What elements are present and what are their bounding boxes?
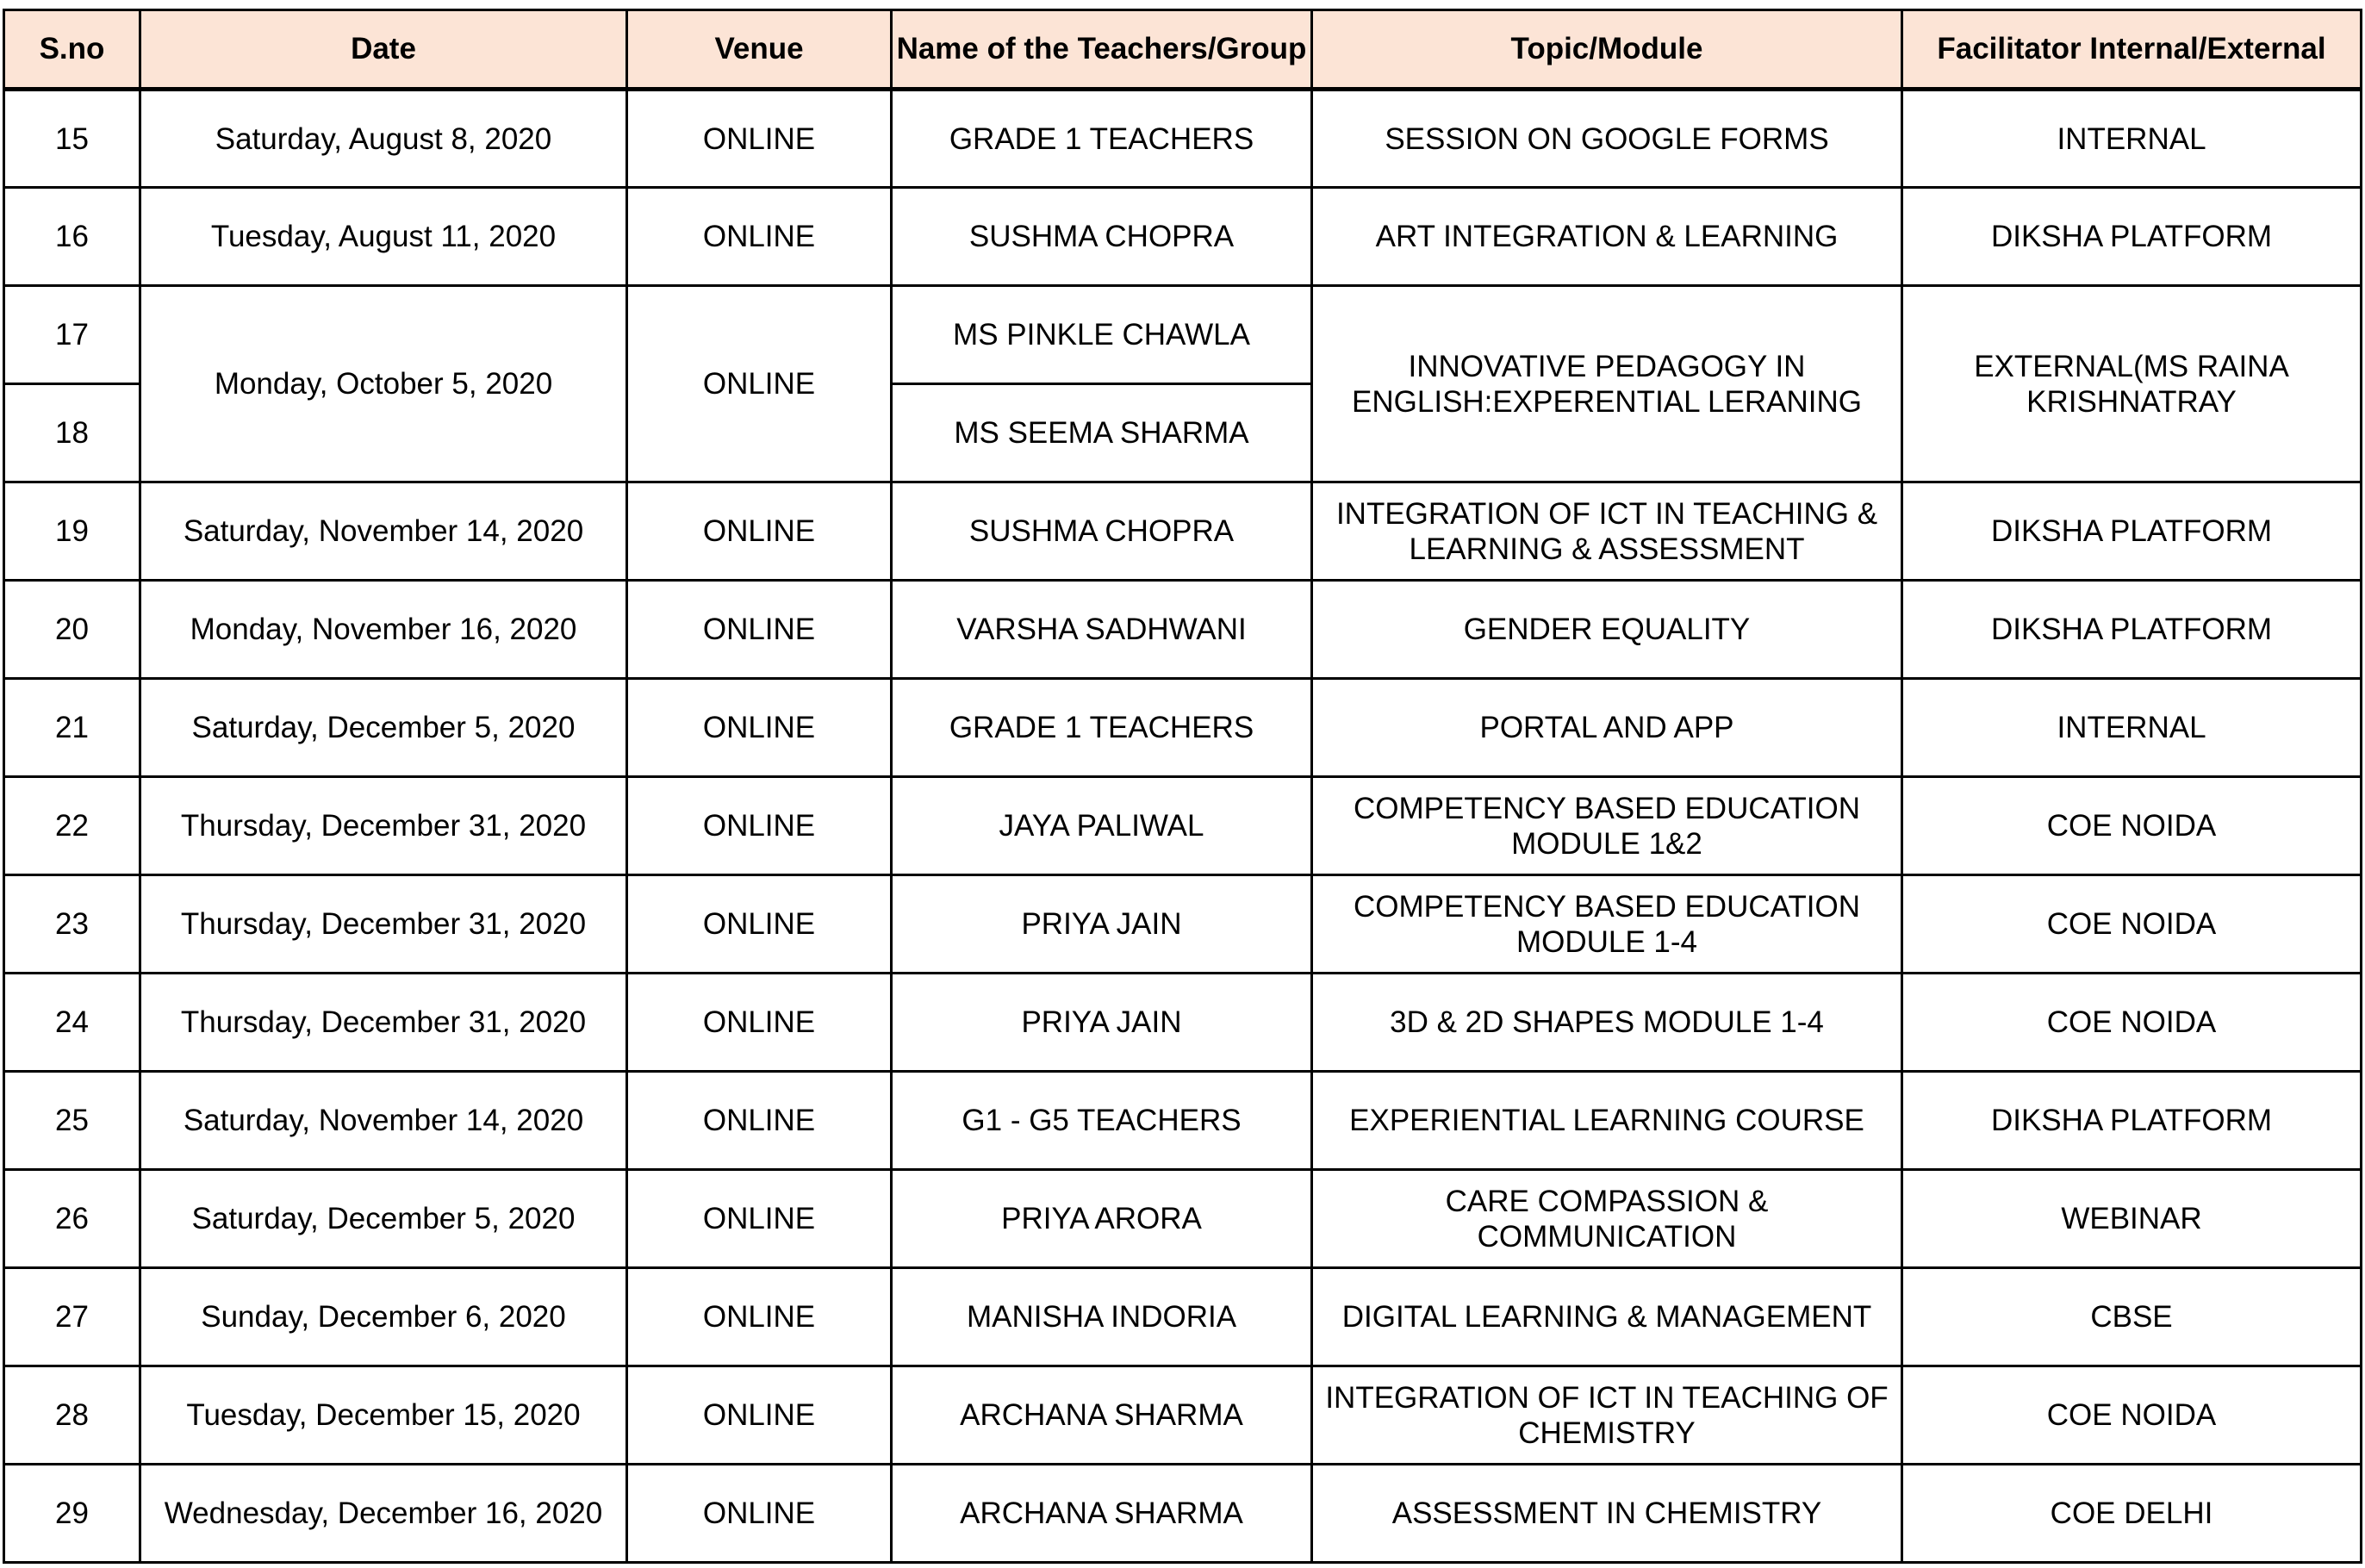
cell-facilitator: WEBINAR xyxy=(1902,1170,2362,1268)
cell-venue: ONLINE xyxy=(627,90,892,188)
training-table xyxy=(3,9,2362,1564)
cell-venue: ONLINE xyxy=(627,286,892,482)
table-row xyxy=(4,188,2362,286)
header-facilitator: Facilitator Internal/External xyxy=(1902,10,2362,90)
cell-sno: 15 xyxy=(4,90,140,188)
cell-venue: ONLINE xyxy=(627,1366,892,1465)
cell-facilitator: COE NOIDA xyxy=(1902,777,2362,875)
cell-date: Saturday, December 5, 2020 xyxy=(140,1170,627,1268)
cell-venue: ONLINE xyxy=(627,1170,892,1268)
cell-venue: ONLINE xyxy=(627,777,892,875)
cell-teachers: JAYA PALIWAL xyxy=(892,777,1312,875)
cell-sno: 16 xyxy=(4,188,140,286)
cell-venue: ONLINE xyxy=(627,875,892,974)
cell-facilitator: DIKSHA PLATFORM xyxy=(1902,482,2362,581)
cell-teachers: GRADE 1 TEACHERS xyxy=(892,679,1312,777)
cell-date: Tuesday, December 15, 2020 xyxy=(140,1366,627,1465)
cell-venue: ONLINE xyxy=(627,679,892,777)
cell-date: Saturday, August 8, 2020 xyxy=(140,90,627,188)
cell-sno: 22 xyxy=(4,777,140,875)
cell-topic: EXPERIENTIAL LEARNING COURSE xyxy=(1312,1072,1902,1170)
table-row xyxy=(4,1072,2362,1170)
cell-teachers: PRIYA ARORA xyxy=(892,1170,1312,1268)
cell-date: Thursday, December 31, 2020 xyxy=(140,974,627,1072)
cell-sno: 20 xyxy=(4,581,140,679)
cell-facilitator: INTERNAL xyxy=(1902,90,2362,188)
cell-teachers: MS PINKLE CHAWLA xyxy=(892,286,1312,384)
header-venue: Venue xyxy=(627,10,892,90)
cell-topic: INTEGRATION OF ICT IN TEACHING OF CHEMISTRY xyxy=(1312,1366,1902,1465)
cell-teachers: ARCHANA SHARMA xyxy=(892,1366,1312,1465)
cell-venue: ONLINE xyxy=(627,1072,892,1170)
cell-topic: 3D & 2D SHAPES MODULE 1-4 xyxy=(1312,974,1902,1072)
cell-topic: PORTAL AND APP xyxy=(1312,679,1902,777)
cell-teachers: SUSHMA CHOPRA xyxy=(892,188,1312,286)
cell-date: Thursday, December 31, 2020 xyxy=(140,875,627,974)
cell-facilitator: COE NOIDA xyxy=(1902,974,2362,1072)
cell-sno: 27 xyxy=(4,1268,140,1366)
table-row xyxy=(4,875,2362,974)
table-row xyxy=(4,1465,2362,1563)
cell-facilitator: DIKSHA PLATFORM xyxy=(1902,581,2362,679)
cell-venue: ONLINE xyxy=(627,482,892,581)
cell-teachers: G1 - G5 TEACHERS xyxy=(892,1072,1312,1170)
cell-facilitator: COE NOIDA xyxy=(1902,1366,2362,1465)
table-row xyxy=(4,482,2362,581)
cell-sno: 18 xyxy=(4,384,140,482)
header-topic: Topic/Module xyxy=(1312,10,1902,90)
cell-facilitator: DIKSHA PLATFORM xyxy=(1902,1072,2362,1170)
cell-sno: 17 xyxy=(4,286,140,384)
table-row xyxy=(4,1170,2362,1268)
table-row xyxy=(4,679,2362,777)
cell-date: Thursday, December 31, 2020 xyxy=(140,777,627,875)
cell-date: Monday, October 5, 2020 xyxy=(140,286,627,482)
cell-teachers: ARCHANA SHARMA xyxy=(892,1465,1312,1563)
cell-topic: INNOVATIVE PEDAGOGY IN ENGLISH:EXPERENTIAL LERANING xyxy=(1312,286,1902,482)
header-teachers: Name of the Teachers/Group xyxy=(892,10,1312,90)
cell-sno: 26 xyxy=(4,1170,140,1268)
cell-teachers: VARSHA SADHWANI xyxy=(892,581,1312,679)
cell-sno: 24 xyxy=(4,974,140,1072)
cell-date: Monday, November 16, 2020 xyxy=(140,581,627,679)
table-row xyxy=(4,1366,2362,1465)
cell-teachers: PRIYA JAIN xyxy=(892,974,1312,1072)
cell-sno: 29 xyxy=(4,1465,140,1563)
cell-teachers: MANISHA INDORIA xyxy=(892,1268,1312,1366)
table-row xyxy=(4,286,2362,384)
cell-facilitator: INTERNAL xyxy=(1902,679,2362,777)
training-table-container xyxy=(3,9,2362,1564)
table-row xyxy=(4,581,2362,679)
table-row xyxy=(4,777,2362,875)
cell-sno: 25 xyxy=(4,1072,140,1170)
cell-topic: ART INTEGRATION & LEARNING xyxy=(1312,188,1902,286)
cell-topic: CARE COMPASSION & COMMUNICATION xyxy=(1312,1170,1902,1268)
cell-venue: ONLINE xyxy=(627,581,892,679)
cell-teachers: GRADE 1 TEACHERS xyxy=(892,90,1312,188)
cell-venue: ONLINE xyxy=(627,1268,892,1366)
cell-date: Tuesday, August 11, 2020 xyxy=(140,188,627,286)
cell-date: Sunday, December 6, 2020 xyxy=(140,1268,627,1366)
cell-facilitator: COE NOIDA xyxy=(1902,875,2362,974)
header-date: Date xyxy=(140,10,627,90)
table-row xyxy=(4,90,2362,188)
cell-teachers: PRIYA JAIN xyxy=(892,875,1312,974)
cell-facilitator: CBSE xyxy=(1902,1268,2362,1366)
cell-facilitator: DIKSHA PLATFORM xyxy=(1902,188,2362,286)
cell-date: Wednesday, December 16, 2020 xyxy=(140,1465,627,1563)
cell-topic: GENDER EQUALITY xyxy=(1312,581,1902,679)
cell-sno: 28 xyxy=(4,1366,140,1465)
cell-sno: 23 xyxy=(4,875,140,974)
cell-venue: ONLINE xyxy=(627,974,892,1072)
cell-topic: COMPETENCY BASED EDUCATION MODULE 1&2 xyxy=(1312,777,1902,875)
cell-teachers: MS SEEMA SHARMA xyxy=(892,384,1312,482)
cell-topic: COMPETENCY BASED EDUCATION MODULE 1-4 xyxy=(1312,875,1902,974)
cell-teachers: SUSHMA CHOPRA xyxy=(892,482,1312,581)
cell-sno: 21 xyxy=(4,679,140,777)
cell-topic: DIGITAL LEARNING & MANAGEMENT xyxy=(1312,1268,1902,1366)
table-row xyxy=(4,1268,2362,1366)
table-row xyxy=(4,974,2362,1072)
cell-topic: ASSESSMENT IN CHEMISTRY xyxy=(1312,1465,1902,1563)
header-sno: S.no xyxy=(4,10,140,90)
cell-date: Saturday, November 14, 2020 xyxy=(140,482,627,581)
header-row xyxy=(4,10,2362,90)
cell-date: Saturday, November 14, 2020 xyxy=(140,1072,627,1170)
cell-topic: SESSION ON GOOGLE FORMS xyxy=(1312,90,1902,188)
cell-venue: ONLINE xyxy=(627,188,892,286)
cell-sno: 19 xyxy=(4,482,140,581)
cell-venue: ONLINE xyxy=(627,1465,892,1563)
cell-date: Saturday, December 5, 2020 xyxy=(140,679,627,777)
cell-facilitator: COE DELHI xyxy=(1902,1465,2362,1563)
cell-facilitator: EXTERNAL(MS RAINA KRISHNATRAY xyxy=(1902,286,2362,482)
cell-topic: INTEGRATION OF ICT IN TEACHING & LEARNING & ASSESSMENT xyxy=(1312,482,1902,581)
